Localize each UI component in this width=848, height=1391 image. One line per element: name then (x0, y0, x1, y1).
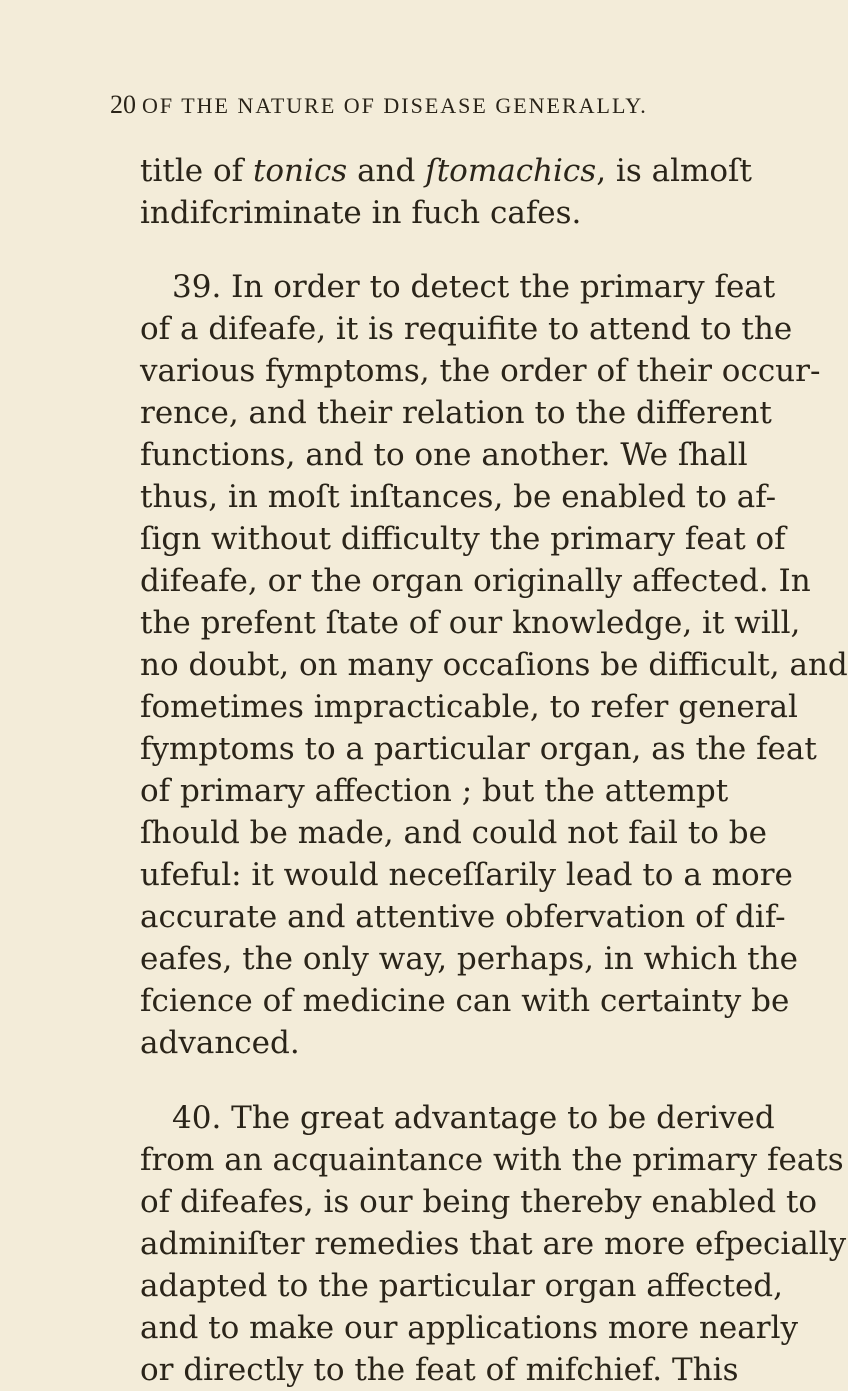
text-line: or directly to the feat of mifchief. This (140, 1352, 739, 1388)
text-line: eafes, the only way, perhaps, in which the (140, 941, 798, 977)
italic-term-tonics: tonics (252, 153, 348, 189)
text-line: accurate and attentive obfervation of dif- (140, 899, 786, 935)
text-line: ſign without difficulty the primary feat of (140, 521, 786, 557)
running-head (110, 90, 730, 120)
paragraph-39-first-line: 39. In order to detect the primary feat (172, 269, 776, 305)
text-line: fcience of medicine can with certainty be (140, 983, 790, 1019)
running-head-title: OF THE NATURE OF DISEASE GENERALLY. (142, 93, 648, 118)
text-line: ufeful: it would neceſſarily lead to a more (140, 857, 793, 893)
italic-term-stomachics: ſtomachics (425, 153, 597, 189)
text-line: various fymptoms, the order of their occur- (140, 353, 821, 389)
text-line: rence, and their relation to the different (140, 395, 772, 431)
text-line: advanced. (140, 1025, 300, 1061)
text-line: fymptoms to a particular organ, as the feat (140, 731, 817, 767)
text-line: title of tonics and ſtomachics, is almoſt (140, 153, 752, 189)
text-line: from an acquaintance with the primary feats (140, 1142, 844, 1178)
text-line: functions, and to one another. We ſhall (140, 437, 748, 473)
text-line: indifcriminate in fuch cafes. (140, 195, 582, 231)
text-line: fometimes impracticable, to refer general (140, 689, 798, 725)
text-line: the prefent ſtate of our knowledge, it will, (140, 605, 801, 641)
text-line: thus, in moſt inſtances, be enabled to af- (140, 479, 777, 515)
text-line: no doubt, on many occaſions be difficult, and (140, 647, 848, 683)
text-line: adapted to the particular organ affected, (140, 1268, 784, 1304)
paragraph-40-first-line: 40. The great advantage to be derived (172, 1100, 775, 1136)
text-line: of a difeafe, it is requifite to attend to the (140, 311, 793, 347)
page-number: 20 (110, 90, 136, 119)
text-line: ſhould be made, and could not fail to be (140, 815, 767, 851)
text-line: of primary affection ; but the attempt (140, 773, 729, 809)
text-line: of difeafes, is our being thereby enabled to (140, 1184, 818, 1220)
text-line: and to make our applications more nearly (140, 1310, 799, 1346)
text-line: adminiſter remedies that are more efpecially (140, 1226, 847, 1262)
text-line: difeafe, or the organ originally affected. In (140, 563, 811, 599)
